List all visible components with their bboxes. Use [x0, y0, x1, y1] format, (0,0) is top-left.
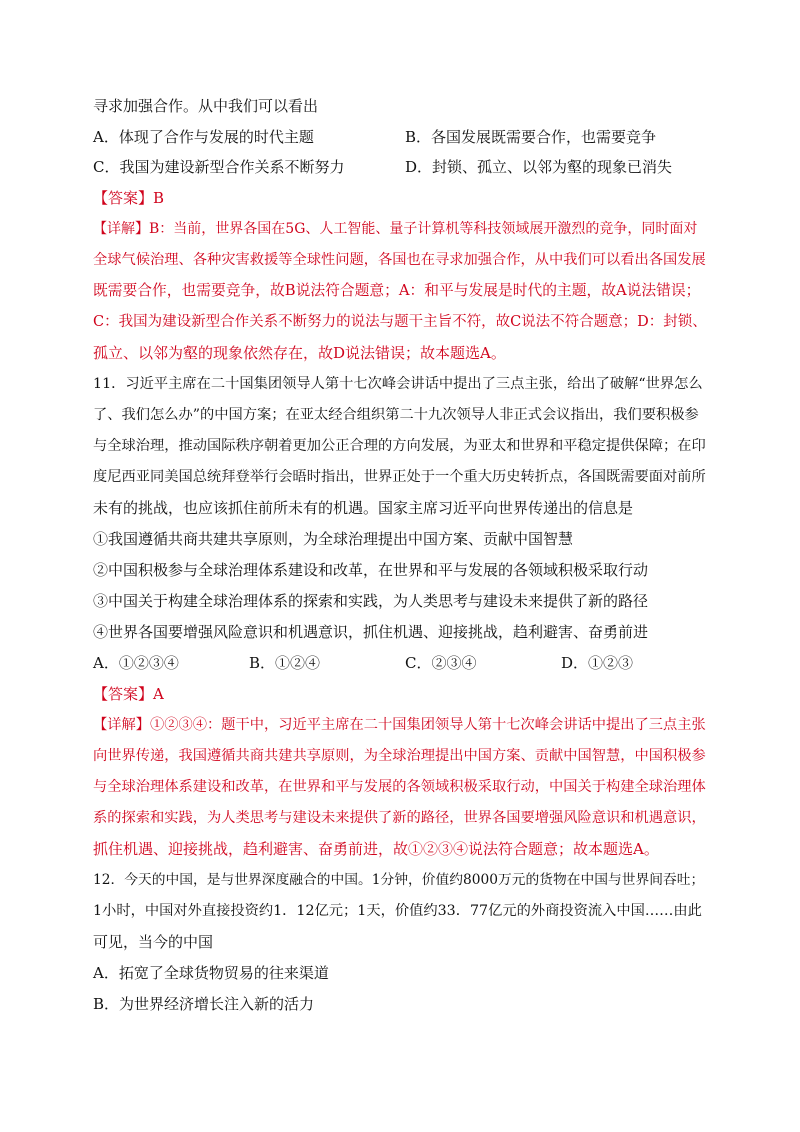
- q10-answer: [93, 188, 164, 208]
- q11-explanation-line: 抓住机遇、迎接挑战，趋利避害、奋勇前进，故①②③④说法符合题意；故本题选A。: [93, 840, 659, 858]
- q11-explanation-line: [93, 715, 706, 735]
- q11-explanation-line: 系的探索和实践，为人类思考与建设未来提供了新的路径，世界各国要增强风险意识和机遇意识，: [93, 810, 706, 826]
- q12-stem-line: 1小时，中国对外直接投资约1．12亿元；1天，价值约33．77亿元的外商投资流入中国……由此: [93, 903, 702, 919]
- q11-item-3: ③中国关于构建全球治理体系的探索和实践，为人类思考与建设未来提供了新的路径: [93, 592, 649, 610]
- q12-stem-line: 可见，当今的中国: [93, 933, 214, 951]
- q11-explanation-line: 向世界传递，我国遵循共商共建共享原则，为全球治理提出中国方案、贡献中国智慧，中国积极参: [93, 748, 706, 764]
- q10-option-d: D．封锁、孤立、以邻为壑的现象已消失: [405, 158, 673, 176]
- q11-option-d: D．①②③: [561, 654, 634, 672]
- q10-explanation-line: C：我国为建设新型合作关系不断努力的说法与题干主旨不符，故C说法不符合题意；D：封锁、: [93, 314, 707, 330]
- q10-option-b: B．各国发展既需要合作，也需要竞争: [405, 128, 657, 146]
- q11-stem-line: 与全球治理，推动国际秩序朝着更加公正合理的方向发展，为亚太和世界和平稳定提供保障；在印: [93, 438, 706, 454]
- q11-item-2: ②中国积极参与全球治理体系建设和改革，在世界和平与发展的各领域积极采取行动: [93, 561, 649, 579]
- answer-value: B: [153, 189, 165, 207]
- q10-explanation-line: 孤立、以邻为壑的现象依然存在，故D说法错误；故本题选A。: [93, 344, 506, 362]
- q11-stem-line: 了、我们怎么办”的中国方案；在亚太经合组织第二十九次领导人非正式会议指出，我们要积极参: [93, 407, 699, 423]
- q12-stem-line: 12．今天的中国，是与世界深度融合的中国。1分钟，价值约8000万元的货物在中国与世界间吞吐；: [93, 872, 705, 888]
- q11-stem-line: 度尼西亚同美国总统拜登举行会晤时指出，世界正处于一个重大历史转折点，各国既需要面对前所: [93, 469, 706, 485]
- q11-option-c: C．②③④: [405, 654, 477, 672]
- answer-tag: 【答案】: [93, 685, 154, 703]
- explain-text: ①②③④：题干中，习近平主席在二十国集团领导人第十七次峰会讲话中提出了三点主张: [150, 717, 706, 733]
- q11-option-b: B．①②④: [249, 654, 321, 672]
- answer-value: A: [153, 685, 164, 703]
- q11-answer: [93, 684, 164, 704]
- q11-item-1: ①我国遵循共商共建共享原则，为全球治理提出中国方案、贡献中国智慧: [93, 530, 574, 548]
- q11-stem-line: 11．习近平主席在二十国集团领导人第十七次峰会讲话中提出了三点主张，给出了破解“世界怎么: [93, 376, 703, 392]
- explain-text: B：当前，世界各国在5G、人工智能、量子计算机等科技领域展开激烈的竞争，同时面对: [149, 221, 698, 237]
- q11-item-4: ④世界各国要增强风险意识和机遇意识，抓住机遇、迎接挑战，趋利避害、奋勇前进: [93, 623, 649, 641]
- answer-tag: 【答案】: [93, 189, 154, 207]
- q11-option-a: A．①②③④: [93, 654, 179, 672]
- q10-explanation-line: [93, 219, 697, 239]
- q12-option-b: B．为世界经济增长注入新的活力: [93, 995, 315, 1013]
- q10-option-c: C．我国为建设新型合作关系不断努力: [93, 158, 345, 176]
- q11-explanation-line: 与全球治理体系建设和改革，在世界和平与发展的各领域积极采取行动，中国关于构建全球治理体: [93, 779, 706, 795]
- q10-option-a: A．体现了合作与发展的时代主题: [93, 128, 314, 146]
- q10-explanation-line: 既需要合作，也需要竞争，故B说法符合题意；A：和平与发展是时代的主题，故A说法错误；: [93, 282, 701, 299]
- q12-option-a: A．拓宽了全球货物贸易的往来渠道: [93, 964, 329, 982]
- q11-stem-line: 未有的挑战，也应该抓住前所未有的机遇。国家主席习近平向世界传递出的信息是: [93, 499, 634, 517]
- q10-explanation-line: 全球气候治理、各种灾害救援等全球性问题，各国也在寻求加强合作，从中我们可以看出各国发展: [93, 252, 706, 268]
- explain-tag: 【详解】: [93, 221, 149, 237]
- q10-stem-tail: 寻求加强合作。从中我们可以看出: [93, 97, 319, 115]
- explain-tag: 【详解】: [93, 717, 151, 733]
